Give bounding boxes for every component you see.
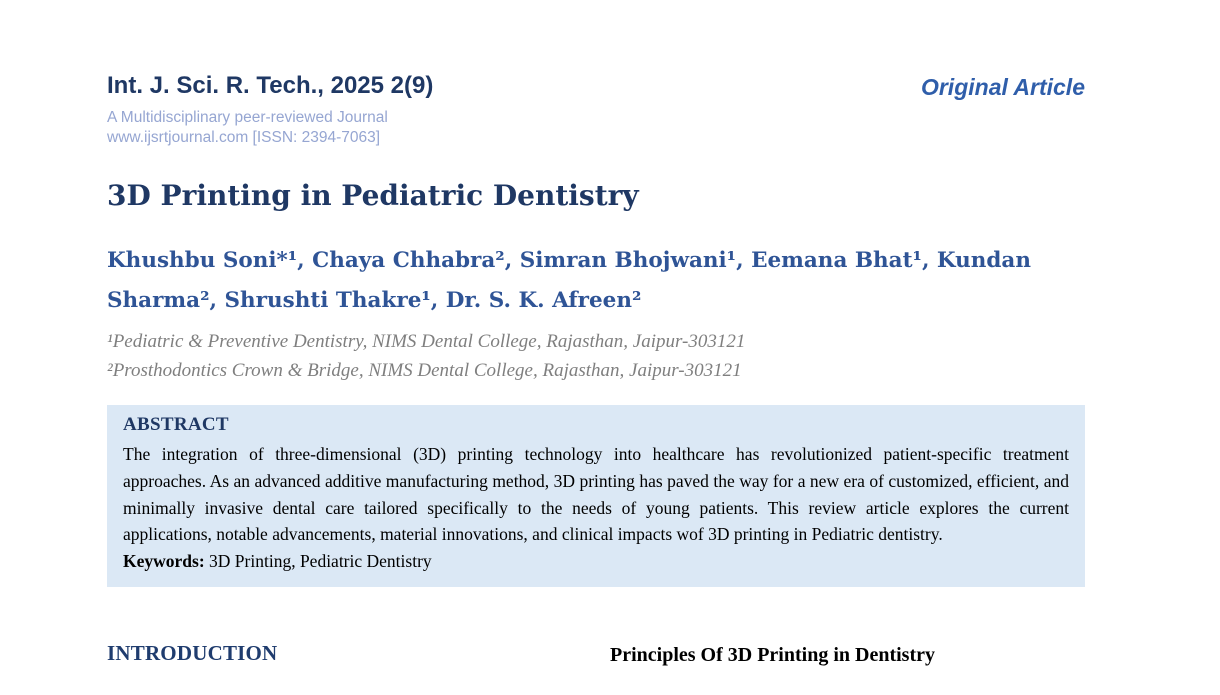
section-headings-row — [107, 641, 1085, 695]
abstract-box — [107, 405, 1085, 587]
paper-title: 3D Printing in Pediatric Dentistry — [107, 179, 639, 212]
article-type-label: Original Article — [920, 74, 1085, 100]
section-heading-introduction: INTRODUCTION — [107, 641, 278, 665]
affiliation-line: ²Prosthodontics Crown & Bridge, NIMS Dental College, Rajasthan, Jaipur-303121 — [107, 360, 742, 381]
journal-website-issn: www.ijsrtjournal.com [ISSN: 2394-7063] — [107, 129, 381, 146]
section-heading-principles: Principles Of 3D Printing in Dentistry — [610, 644, 935, 666]
journal-subtitle: A Multidisciplinary peer-reviewed Journal — [107, 109, 388, 126]
keywords-label: Keywords: — [123, 551, 205, 572]
affiliation-line: ¹Pediatric & Preventive Dentistry, NIMS Dental College, Rajasthan, Jaipur-303121 — [107, 331, 746, 352]
abstract-heading: ABSTRACT — [123, 414, 229, 435]
page-content — [107, 0, 1085, 695]
journal-name: Int. J. Sci. R. Tech., 2025 2(9) — [107, 72, 434, 99]
keywords-line — [123, 548, 1069, 575]
author-line: Khushbu Soni*¹, Chaya Chhabra², Simran Bhojwani¹, Eemana Bhat¹, Kundan — [107, 248, 1031, 273]
journal-identity — [107, 72, 433, 148]
keywords-text: 3D Printing, Pediatric Dentistry — [204, 551, 432, 572]
journal-masthead — [107, 72, 1085, 148]
affiliation-list — [107, 327, 1085, 385]
author-list — [107, 241, 1085, 321]
author-line: Sharma², Shrushti Thakre¹, Dr. S. K. Afreen² — [107, 288, 642, 313]
abstract-body: The integration of three-dimensional (3D) printing technology into healthcare has revolutionized patient-specific treatment approaches. As an advanced additive manufacturing method, 3D printing has paved the way for a new era of customized, efficient, and minimally invasive dental care tailored specifically to the needs of young patients. This review article explores the current applications, notable advancements, material innovations, and clinical impacts wof 3D printing in Pediatric dentistry. — [123, 444, 1069, 545]
